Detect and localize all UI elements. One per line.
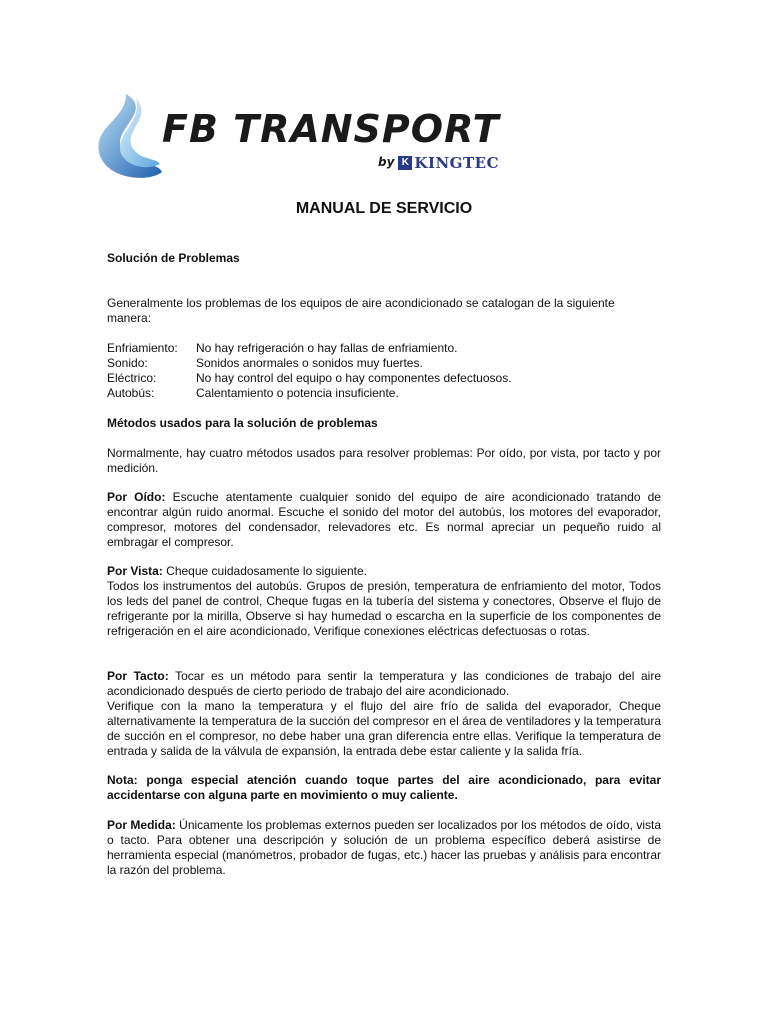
por-tacto-label: Por Tacto: bbox=[107, 669, 169, 683]
category-desc: Sonidos anormales o sonidos muy fuertes. bbox=[196, 356, 423, 370]
category-term: Autobús: bbox=[107, 386, 155, 400]
category-row bbox=[107, 371, 661, 386]
intro-paragraph: Generalmente los problemas de los equipos de aire acondicionado se catalogan de la siguiente manera: bbox=[107, 296, 615, 325]
methods-intro: Normalmente, hay cuatro métodos usados para resolver problemas: Por oído, por vista, por tacto y por medición. bbox=[107, 446, 661, 475]
por-medida-text: Únicamente los problemas externos pueden ser localizados por los métodos de oído, vista o tacto. Para obtener una descripción y solución de un problema específico deberá asistirse de herramienta especial (manómetros, probador de fugas, etc.) hacer las pruebas y análisis para encontrar la razón del problema. bbox=[107, 818, 662, 877]
por-vista-text: Cheque cuidadosamente lo siguiente. bbox=[166, 564, 367, 578]
kingtec-mark-icon: K bbox=[398, 156, 412, 170]
por-oido-paragraph bbox=[107, 490, 661, 550]
por-medida-paragraph bbox=[107, 818, 661, 878]
partner-byline bbox=[378, 156, 499, 172]
por-vista-paragraph bbox=[107, 564, 661, 579]
section-heading-methods: Métodos usados para la solución de problemas bbox=[107, 416, 378, 430]
category-desc: No hay control del equipo o hay componentes defectuosos. bbox=[196, 371, 512, 385]
por-vista-label: Por Vista: bbox=[107, 564, 163, 578]
category-desc: No hay refrigeración o hay fallas de enfriamiento. bbox=[196, 341, 458, 355]
category-term: Eléctrico: bbox=[107, 371, 157, 385]
partner-name: KINGTEC bbox=[414, 154, 500, 172]
problem-categories bbox=[107, 341, 661, 401]
category-row bbox=[107, 341, 661, 356]
category-desc: Calentamiento o potencia insuficiente. bbox=[196, 386, 399, 400]
por-vista-detail: Todos los instrumentos del autobús. Grupos de presión, temperatura de enfriamiento del motor, Todos los leds del panel de control, Cheque fugas en la tubería del sistema y conectores, Observe el flujo de refrigerante por la mirilla, Observe si hay humedad o escarcha en la superficie de los componentes de refrigeración en el aire acondicionado, Verifique conexiones eléctricas defectuosas o rotas. bbox=[107, 579, 661, 638]
document-title: MANUAL DE SERVICIO bbox=[295, 200, 473, 217]
category-row bbox=[107, 386, 661, 401]
por-tacto-paragraph bbox=[107, 669, 661, 699]
company-logo bbox=[96, 92, 506, 184]
category-row bbox=[107, 356, 661, 371]
por-oido-label: Por Oído: bbox=[107, 490, 166, 504]
por-tacto-text: Tocar es un método para sentir la temperatura y las condiciones de trabajo del aire acondicionado después de cierto periodo de trabajo del aire acondicionado. bbox=[107, 669, 662, 698]
category-term: Sonido: bbox=[107, 356, 148, 370]
flame-swirl-icon bbox=[96, 92, 166, 184]
safety-note: Nota: ponga especial atención cuando toque partes del aire acondicionado, para evitar accidentarse con alguna parte en movimiento o muy caliente. bbox=[107, 773, 661, 802]
por-medida-label: Por Medida: bbox=[107, 818, 176, 832]
by-label: by bbox=[378, 155, 395, 169]
por-tacto-detail: Verifique con la mano la temperatura y el flujo del aire frío de salida del evaporador, Cheque alternativamente la temperatura de la succión del compresor en el área de ventiladores y la temperatura de succión en el compresor, no debe haber una gran diferencia entre ellas. Verifique la temperatura de entrada y salida de la válvula de expansión, la entrada debe estar caliente y la salida fría. bbox=[107, 699, 661, 758]
por-oido-text: Escuche atentamente cualquier sonido del equipo de aire acondicionado tratando de encontrar algún ruido anormal. Escuche el sonido del motor del autobús, los motores del evaporador, compresor, motores del condensador, relevadores etc. Es normal apreciar un pequeño ruido al embragar el compresor. bbox=[107, 490, 661, 549]
brand-name: FB TRANSPORT bbox=[162, 107, 500, 151]
section-heading-troubleshooting: Solución de Problemas bbox=[107, 251, 240, 265]
category-term: Enfriamiento: bbox=[107, 341, 178, 355]
